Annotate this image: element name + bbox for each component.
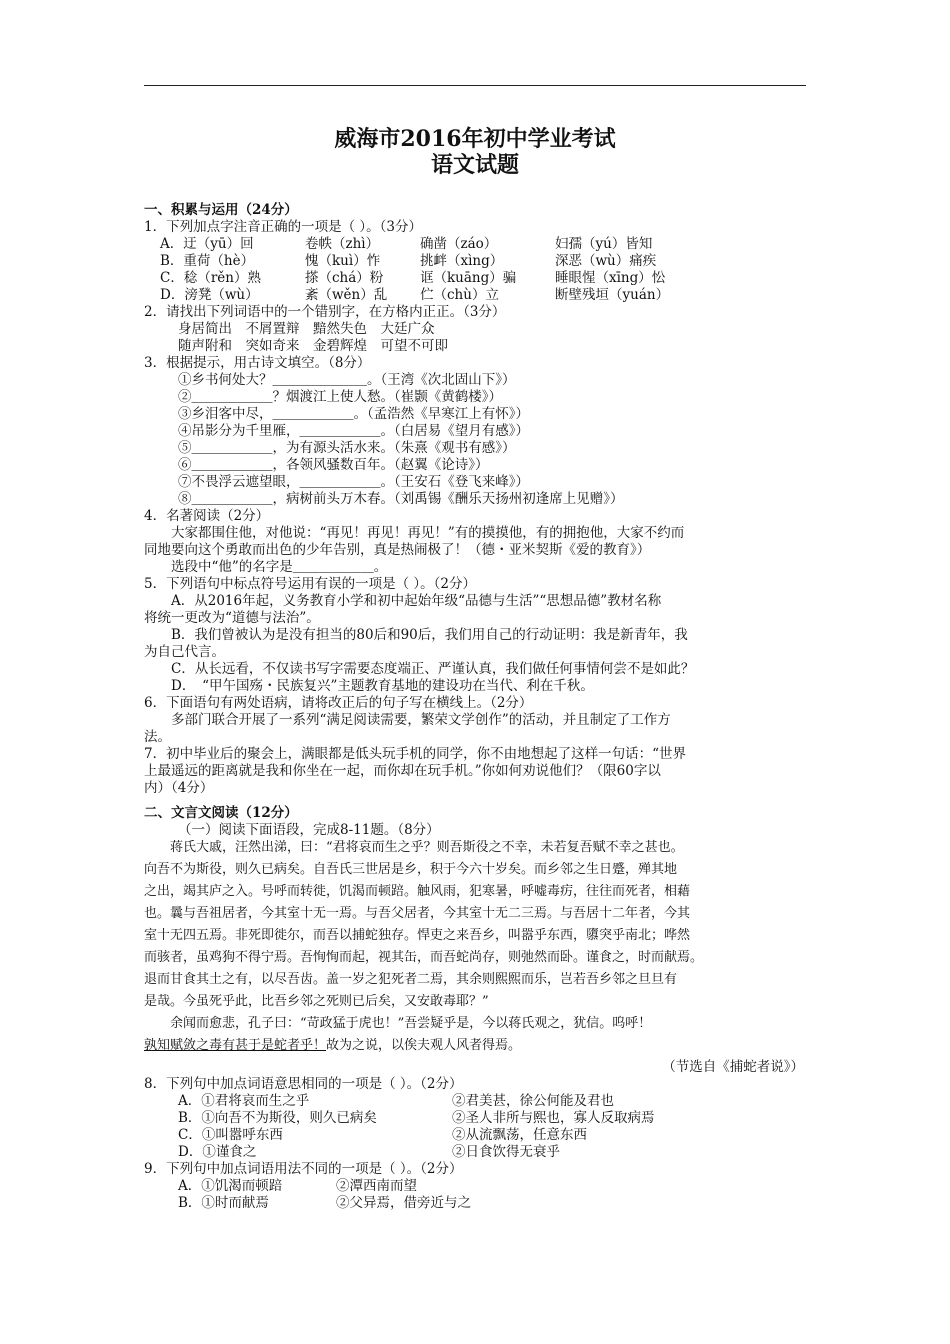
q3-item: ⑦不畏浮云遮望眼，＿＿＿＿＿＿。（王安石《登飞来峰》） bbox=[178, 474, 529, 490]
q5-option: 将统一更改为“道德与法治”。 bbox=[144, 610, 320, 626]
q3-item: ⑧＿＿＿＿＿＿，病树前头万木春。（刘禹锡《酬乐天扬州初逢席上见赠》） bbox=[178, 491, 624, 507]
underlined-sentence: 孰知赋敛之毒有甚于是蛇者乎！ bbox=[144, 1038, 327, 1053]
q1-option: A．迂（yū）回 bbox=[160, 236, 254, 252]
q6-text: 多部门联合开展了一系列“满足阅读需要，繁荣文学创作”的活动，并且制定了工作方 bbox=[144, 712, 671, 728]
q3-item: ①乡书何处大？＿＿＿＿＿＿＿。（王湾《次北固山下》） bbox=[178, 372, 516, 388]
passage-line: 蒋氏大戚，汪然出涕，曰：“君将哀而生之乎？则吾斯役之不幸，未若复吾赋不幸之甚也。 bbox=[144, 840, 684, 855]
q1-option: 深恶（wù）痛疾 bbox=[555, 253, 657, 269]
passage-line: 而骇者，虽鸡狗不得宁焉。吾恂恂而起，视其缶，而吾蛇尚存，则弛然而卧。谨食之，时而献焉。 bbox=[144, 950, 704, 965]
q8-option: D．①谨食之 bbox=[178, 1144, 257, 1160]
q8-option: ②从流飘荡，任意东西 bbox=[452, 1127, 587, 1143]
q8-option: C．①叫嚣呼东西 bbox=[178, 1127, 283, 1143]
q1-option: 卷帙（zhì） bbox=[305, 236, 380, 252]
passage-line: 之出，竭其庐之入。号呼而转徙，饥渴而顿踣。触风雨，犯寒暑，呼嘘毒疠，往往而死者，相藉 bbox=[144, 884, 691, 899]
q1-option: C．稔（rěn）熟 bbox=[160, 270, 261, 286]
q6-text: 法。 bbox=[144, 729, 171, 745]
q6-stem: 6．下面语句有两处语病，请将改正后的句子写在横线上。（2分） bbox=[144, 695, 533, 711]
q4-stem: 4．名著阅读（2分） bbox=[144, 508, 270, 524]
exam-title: 威海市2016年初中学业考试 bbox=[334, 126, 616, 152]
exam-subtitle: 语文试题 bbox=[430, 152, 519, 178]
passage-line: 退而甘食其土之有，以尽吾齿。盖一岁之犯死者二焉，其余则熙熙而乐，岂若吾乡邻之旦旦有 bbox=[144, 972, 678, 987]
q1-option: 睡眼惺（xīng）忪 bbox=[555, 270, 666, 286]
section-1-heading: 一、积累与运用（24分） bbox=[144, 202, 298, 218]
q4-text: 大家都围住他，对他说：“再见！再见！再见！”有的摸摸他，有的拥抱他，大家不约而 bbox=[144, 525, 685, 541]
q8-option: ②日食饮得无衰乎 bbox=[452, 1144, 560, 1160]
q5-option: C．从长远看，不仅读书写字需要态度端正、严谨认真，我们做任何事情何尝不是如此？ bbox=[144, 661, 695, 677]
passage-line: 是哉。今虽死乎此，比吾乡邻之死则已后矣，又安敢毒耶？” bbox=[144, 994, 489, 1009]
q8-stem: 8．下列句中加点词语意思相同的一项是（ ）。（2分） bbox=[144, 1076, 463, 1092]
q3-item: ④吊影分为千里雁，＿＿＿＿＿＿。（白居易《望月有感》） bbox=[178, 423, 529, 439]
q1-option: 挑衅（xìng） bbox=[420, 253, 504, 269]
q3-item: ⑤＿＿＿＿＿＿，为有源头活水来。（朱熹《观书有感》） bbox=[178, 440, 516, 456]
q8-option: ②圣人非所与熙也，寡人反取病焉 bbox=[452, 1110, 655, 1126]
q9-stem: 9．下列句中加点词语用法不同的一项是（ ）。（2分） bbox=[144, 1161, 463, 1177]
section-2-heading: 二、文言文阅读（12分） bbox=[144, 805, 298, 821]
passage-source: （节选自《捕蛇者说》） bbox=[662, 1059, 804, 1075]
q8-option: A．①君将哀而生之乎 bbox=[178, 1093, 310, 1109]
q1-option: 诓（kuāng）骗 bbox=[420, 270, 517, 286]
q2-words-line1: 身居简出 不屑置辩 黯然失色 大廷广众 bbox=[178, 321, 435, 337]
q7-text: 7．初中毕业后的聚会上，满眼都是低头玩手机的同学，你不由地想起了这样一句话：“世界 bbox=[144, 746, 686, 762]
passage-line: 也。曩与吾祖居者，今其室十无一焉。与吾父居者，今其室十无二三焉。与吾居十二年者，今其 bbox=[144, 906, 691, 921]
q8-option: B．①向吾不为斯役，则久已病矣 bbox=[178, 1110, 377, 1126]
q9-option: A．①饥渴而顿踣 bbox=[178, 1178, 283, 1194]
q3-item: ②＿＿＿＿＿＿？烟渡江上使人愁。（崔颢《黄鹤楼》） bbox=[178, 389, 502, 405]
q5-option: A．从2016年起，义务教育小学和初中起始年级“品德与生活”“思想品德”教材名称 bbox=[144, 593, 662, 609]
q4-question: 选段中“他”的名字是＿＿＿＿＿＿。 bbox=[144, 559, 388, 575]
q5-option: 为自己代言。 bbox=[144, 644, 225, 660]
passage-line: 余闻而愈悲，孔子曰：“苛政猛于虎也！”吾尝疑乎是，今以蒋氏观之，犹信。呜呼！ bbox=[144, 1016, 652, 1031]
header-rule bbox=[144, 85, 806, 86]
q2-stem: 2．请找出下列词语中的一个错别字，在方格内正正。（3分） bbox=[144, 304, 506, 320]
q5-option: D． “甲午国殇・民族复兴”主题教育基地的建设功在当代、利在千秋。 bbox=[144, 678, 594, 694]
q3-stem: 3．根据提示，用古诗文填空。（8分） bbox=[144, 355, 371, 371]
q9-option: ②父异焉，借旁近与之 bbox=[336, 1195, 471, 1211]
q1-option: 愧（kuì）怍 bbox=[305, 253, 381, 269]
q1-option: 断壁残垣（yuán） bbox=[555, 287, 670, 303]
q1-option: 妇孺（yú）皆知 bbox=[555, 236, 653, 252]
passage-last-rest: 故为之说，以俟夫观人风者得焉。 bbox=[326, 1038, 522, 1053]
passage-line: 向吾不为斯役，则久已病矣。自吾氏三世居是乡，积于今六十岁矣。而乡邻之生日蹙，殚其地 bbox=[144, 862, 678, 877]
q7-text: 内）（4分） bbox=[144, 780, 214, 796]
q3-item: ⑥＿＿＿＿＿＿，各领风骚数百年。（赵翼《论诗》） bbox=[178, 457, 489, 473]
q1-option: 紊（wěn）乱 bbox=[305, 287, 388, 303]
q1-option: B．重荷（hè） bbox=[160, 253, 255, 269]
q7-text: 上最遥远的距离就是我和你坐在一起，而你却在玩手机。”你如何劝说他们？（限60字以 bbox=[144, 763, 661, 779]
q1-option: D．滂凳（wù） bbox=[160, 287, 259, 303]
passage-last-line bbox=[144, 1037, 521, 1054]
q9-option: B．①时而献焉 bbox=[178, 1195, 269, 1211]
q5-stem: 5．下列语句中标点符号运用有误的一项是（ ）。（2分） bbox=[144, 576, 476, 592]
q3-item: ③乡泪客中尽，＿＿＿＿＿＿。（孟浩然《早寒江上有怀》） bbox=[178, 406, 529, 422]
passage-line: 室十无四五焉。非死即徙尔，而吾以捕蛇独存。悍吏之来吾乡，叫嚣乎东西，隳突乎南北；哗然 bbox=[144, 928, 691, 943]
q2-words-line2: 随声附和 突如奇来 金碧辉煌 可望不可即 bbox=[178, 338, 448, 354]
q1-option: 搽（chá）粉 bbox=[305, 270, 384, 286]
s2-subheading: （一）阅读下面语段，完成8-11题。（8分） bbox=[178, 822, 440, 838]
q4-text: 同地要向这个勇敢而出色的少年告别，真是热闹极了！（德・亚米契斯《爱的教育》） bbox=[144, 542, 651, 558]
q1-option: 确凿（záo） bbox=[420, 236, 498, 252]
q1-stem: 1．下列加点字注音正确的一项是（ ）。（3分） bbox=[144, 219, 422, 235]
q5-option: B．我们曾被认为是没有担当的80后和90后，我们用自己的行动证明：我是新青年，我 bbox=[144, 627, 688, 643]
q8-option: ②君美甚，徐公何能及君也 bbox=[452, 1093, 614, 1109]
q1-option: 伫（chù）立 bbox=[420, 287, 499, 303]
q9-option: ②潭西南而望 bbox=[336, 1178, 417, 1194]
